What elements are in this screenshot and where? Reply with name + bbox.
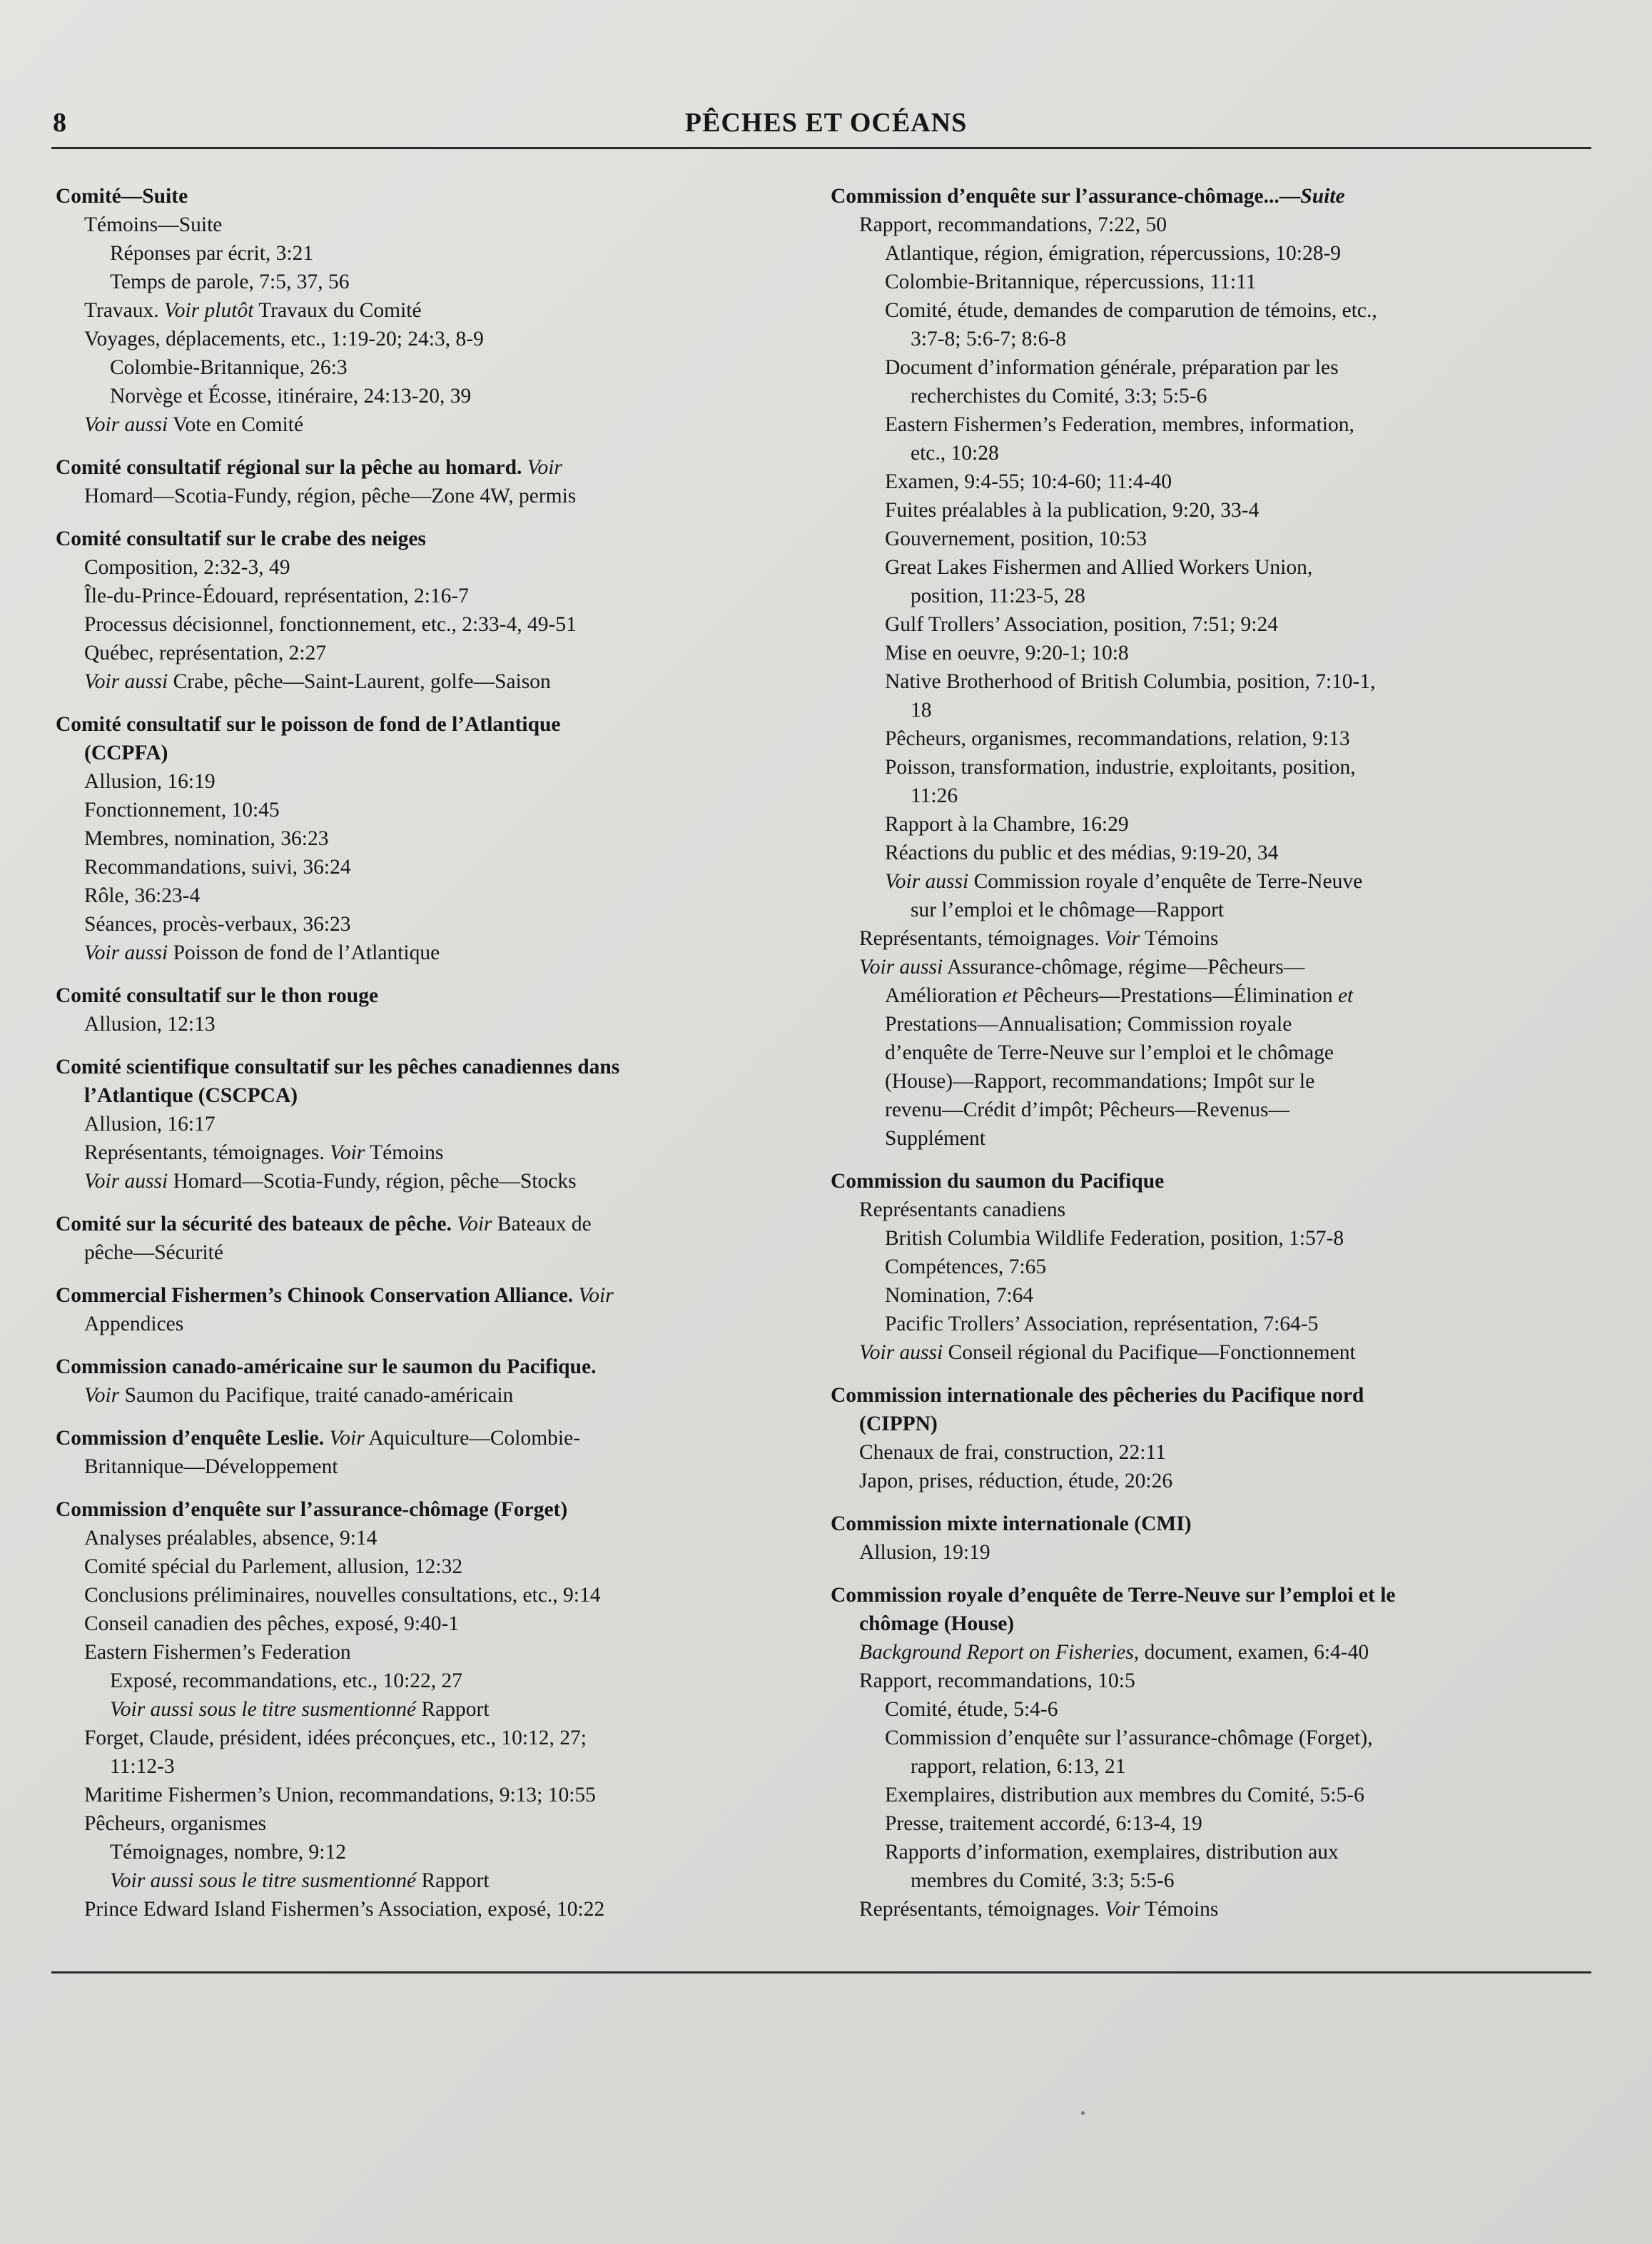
left-column <box>56 182 798 1938</box>
subentry: Composition, 2:32-3, 49 <box>84 556 290 579</box>
subentry: 3:7-8; 5:6-7; 8:6-8 <box>911 328 1066 350</box>
subentry: recherchistes du Comité, 3:3; 5:5-6 <box>911 385 1207 408</box>
subentry: Comité, étude, 5:4-6 <box>885 1698 1058 1721</box>
entry-heading: Comité consultatif sur le thon rouge <box>56 984 379 1007</box>
see-also: Prestations—Annualisation; Commission royale <box>885 1013 1292 1036</box>
subentry: Réponses par écrit, 3:21 <box>110 242 314 265</box>
subentry: Background Report on Fisheries, document, examen, 6:4-40 <box>859 1641 1369 1664</box>
see-also: Voir aussi sous le titre susmentionné Rapport <box>110 1869 490 1892</box>
subentry: Nomination, 7:64 <box>885 1284 1034 1307</box>
see-also: Supplément <box>885 1127 985 1150</box>
index-entry <box>56 981 798 1038</box>
entry-heading: Commission d’enquête sur l’assurance-chômage (Forget) <box>56 1498 568 1521</box>
subentry: Mise en oeuvre, 9:20-1; 10:8 <box>885 642 1129 664</box>
see-also: (House)—Rapport, recommandations; Impôt sur le <box>885 1070 1315 1093</box>
subentry: Gulf Trollers’ Association, position, 7:51; 9:24 <box>885 613 1278 636</box>
index-entry <box>56 525 798 696</box>
subentry: Norvège et Écosse, itinéraire, 24:13-20, 39 <box>110 385 472 408</box>
see-also: d’enquête de Terre-Neuve sur l’emploi et le chômage <box>885 1041 1334 1064</box>
subentry: Travaux. Voir plutôt Travaux du Comité <box>84 299 422 322</box>
entry-heading: Comité consultatif régional sur la pêche au homard. Voir <box>56 456 562 479</box>
index-entry <box>831 1167 1573 1367</box>
subentry: Conclusions préliminaires, nouvelles consultations, etc., 9:14 <box>84 1584 601 1607</box>
entry-heading-cont: (CCPFA) <box>84 742 168 764</box>
subentry: British Columbia Wildlife Federation, position, 1:57-8 <box>885 1227 1344 1250</box>
subentry: Forget, Claude, président, idées préconçues, etc., 10:12, 27; <box>84 1727 587 1749</box>
subentry: Voyages, déplacements, etc., 1:19-20; 24:3, 8-9 <box>84 328 484 350</box>
subentry: Prince Edward Island Fishermen’s Association, exposé, 10:22 <box>84 1898 605 1921</box>
subentry: 18 <box>911 699 932 722</box>
subentry: membres du Comité, 3:3; 5:5-6 <box>911 1869 1175 1892</box>
subentry: Gouvernement, position, 10:53 <box>885 527 1147 550</box>
subentry: Réactions du public et des médias, 9:19-20, 34 <box>885 842 1279 864</box>
subentry: Processus décisionnel, fonctionnement, etc., 2:33-4, 49-51 <box>84 613 577 636</box>
entry-heading-cont: l’Atlantique (CSCPCA) <box>84 1084 298 1107</box>
subentry: Représentants, témoignages. Voir Témoins <box>859 1898 1219 1921</box>
subentry: Exposé, recommandations, etc., 10:22, 27 <box>110 1669 463 1692</box>
subentry: Allusion, 16:17 <box>84 1113 216 1136</box>
subentry: Commission d’enquête sur l’assurance-chômage (Forget), <box>885 1727 1373 1749</box>
entry-heading: Commission internationale des pêcheries du Pacifique nord <box>831 1384 1364 1407</box>
subentry: 11:12-3 <box>110 1755 175 1778</box>
see-also: Voir aussi Vote en Comité <box>84 413 304 436</box>
subentry: Représentants, témoignages. Voir Témoins <box>84 1141 444 1164</box>
subentry: Membres, nomination, 36:23 <box>84 827 329 850</box>
page-number: 8 <box>53 108 66 138</box>
entry-heading: Commission mixte internationale (CMI) <box>831 1512 1192 1535</box>
subentry: Colombie-Britannique, répercussions, 11:11 <box>885 271 1257 293</box>
subentry: Native Brotherhood of British Columbia, position, 7:10-1, <box>885 670 1376 693</box>
subentry: Rapport, recommandations, 10:5 <box>859 1669 1135 1692</box>
subentry: Séances, procès-verbaux, 36:23 <box>84 913 351 936</box>
subentry: Rapport, recommandations, 7:22, 50 <box>859 213 1167 236</box>
index-entry <box>56 1053 798 1196</box>
subentry: Conseil canadien des pêches, exposé, 9:40-1 <box>84 1612 460 1635</box>
entry-heading: Commission royale d’enquête de Terre-Neuve sur l’emploi et le <box>831 1584 1396 1607</box>
subentry: Maritime Fishermen’s Union, recommandations, 9:13; 10:55 <box>84 1784 596 1806</box>
subentry: Comité, étude, demandes de comparution de témoins, etc., <box>885 299 1377 322</box>
index-entry <box>831 1581 1573 1924</box>
cross-reference: Britannique—Développement <box>84 1455 338 1478</box>
subentry: Colombie-Britannique, 26:3 <box>110 356 348 379</box>
subentry: Recommandations, suivi, 36:24 <box>84 856 351 879</box>
entry-heading: Comité consultatif sur le crabe des neiges <box>56 527 426 550</box>
index-entry <box>56 1495 798 1924</box>
index-entry <box>56 1353 798 1410</box>
see-also: revenu—Crédit d’impôt; Pêcheurs—Revenus— <box>885 1098 1289 1121</box>
subentry: 11:26 <box>911 784 958 807</box>
index-entry <box>56 1424 798 1481</box>
subentry: Île-du-Prince-Édouard, représentation, 2:16-7 <box>84 585 469 607</box>
index-entry <box>56 710 798 967</box>
subentry: Atlantique, région, émigration, répercussions, 10:28-9 <box>885 242 1342 265</box>
see-also: Amélioration et Pêcheurs—Prestations—Élimination et <box>885 984 1354 1007</box>
subentry: Allusion, 19:19 <box>859 1541 990 1564</box>
index-entry <box>56 1210 798 1267</box>
subentry: etc., 10:28 <box>911 442 999 465</box>
cross-reference: Appendices <box>84 1313 184 1335</box>
entry-heading: Commission du saumon du Pacifique <box>831 1170 1165 1193</box>
subentry: Presse, traitement accordé, 6:13-4, 19 <box>885 1812 1202 1835</box>
index-entry <box>56 1281 798 1338</box>
subentry: Représentants, témoignages. Voir Témoins <box>859 927 1219 950</box>
subentry: Poisson, transformation, industrie, exploitants, position, <box>885 756 1356 779</box>
entry-heading: Commission d’enquête sur l’assurance-chômage...—Suite <box>831 185 1345 208</box>
cross-reference: pêche—Sécurité <box>84 1241 223 1264</box>
entry-heading-cont: (CIPPN) <box>859 1412 938 1435</box>
entry-heading-cont: chômage (House) <box>859 1612 1015 1635</box>
subentry: Eastern Fishermen’s Federation <box>84 1641 351 1664</box>
entry-heading: Comité consultatif sur le poisson de fond de l’Atlantique <box>56 713 561 736</box>
subentry: Fuites préalables à la publication, 9:20, 33-4 <box>885 499 1260 522</box>
cross-reference: Voir Saumon du Pacifique, traité canado-américain <box>84 1384 514 1407</box>
subentry: Chenaux de frai, construction, 22:11 <box>859 1441 1166 1464</box>
see-also: Voir aussi Assurance-chômage, régime—Pêcheurs— <box>859 956 1305 979</box>
see-also: Voir aussi sous le titre susmentionné Rapport <box>110 1698 490 1721</box>
see-also: Voir aussi Poisson de fond de l’Atlantique <box>84 941 440 964</box>
subentry: Représentants canadiens <box>859 1198 1066 1221</box>
paper-speck <box>1081 2111 1085 2115</box>
subentry: Document d’information générale, préparation par les <box>885 356 1339 379</box>
entry-heading: Comité—Suite <box>56 185 188 208</box>
entry-heading: Comité scientifique consultatif sur les pêches canadiennes dans <box>56 1056 620 1078</box>
subentry: Rôle, 36:23-4 <box>84 884 201 907</box>
subentry: Fonctionnement, 10:45 <box>84 799 280 822</box>
subentry: Great Lakes Fishermen and Allied Workers Union, <box>885 556 1313 579</box>
subentry: Examen, 9:4-55; 10:4-60; 11:4-40 <box>885 470 1172 493</box>
entry-heading: Comité sur la sécurité des bateaux de pêche. Voir Bateaux de <box>56 1213 592 1235</box>
subentry: Japon, prises, réduction, étude, 20:26 <box>859 1470 1173 1492</box>
running-title: PÊCHES ET OCÉANS <box>684 108 968 138</box>
subentry: Québec, représentation, 2:27 <box>84 642 327 664</box>
subentry: Pêcheurs, organismes, recommandations, relation, 9:13 <box>885 727 1350 750</box>
index-entry <box>831 1381 1573 1495</box>
see-also: Voir aussi Conseil régional du Pacifique—Fonctionnement <box>859 1341 1356 1364</box>
subentry: Témoins—Suite <box>84 213 223 236</box>
index-entry <box>56 182 798 439</box>
bottom-rule <box>51 1971 1591 1973</box>
entry-heading: Commission canado-américaine sur le saumon du Pacifique. <box>56 1355 597 1378</box>
entry-heading: Commission d’enquête Leslie. Voir Aquiculture—Colombie- <box>56 1427 581 1450</box>
cross-reference: Homard—Scotia-Fundy, région, pêche—Zone 4W, permis <box>84 485 577 507</box>
see-also: Voir aussi Commission royale d’enquête de Terre-Neuve <box>885 870 1363 893</box>
subentry: Pacific Trollers’ Association, représentation, 7:64-5 <box>885 1313 1319 1335</box>
subentry: Allusion, 12:13 <box>84 1013 216 1036</box>
subentry: Témoignages, nombre, 9:12 <box>110 1841 346 1864</box>
subentry: Compétences, 7:65 <box>885 1255 1047 1278</box>
index-entry <box>56 453 798 510</box>
right-column <box>831 182 1573 1938</box>
subentry: Eastern Fishermen’s Federation, membres, information, <box>885 413 1354 436</box>
subentry: Temps de parole, 7:5, 37, 56 <box>110 271 350 293</box>
subentry: Comité spécial du Parlement, allusion, 12:32 <box>84 1555 463 1578</box>
entry-heading: Commercial Fishermen’s Chinook Conservation Alliance. Voir <box>56 1284 614 1307</box>
subentry: rapport, relation, 6:13, 21 <box>911 1755 1126 1778</box>
subentry: Rapports d’information, exemplaires, distribution aux <box>885 1841 1339 1864</box>
see-also: Voir aussi Homard—Scotia-Fundy, région, pêche—Stocks <box>84 1170 577 1193</box>
subentry: Exemplaires, distribution aux membres du Comité, 5:5-6 <box>885 1784 1364 1806</box>
subentry: Allusion, 16:19 <box>84 770 216 793</box>
subentry: Pêcheurs, organismes <box>84 1812 267 1835</box>
see-also: sur l’emploi et le chômage—Rapport <box>911 899 1225 921</box>
index-entry <box>831 1510 1573 1567</box>
index-entry <box>831 182 1573 1153</box>
top-rule <box>51 147 1591 149</box>
see-also: Voir aussi Crabe, pêche—Saint-Laurent, golfe—Saison <box>84 670 551 693</box>
subentry: Rapport à la Chambre, 16:29 <box>885 813 1129 836</box>
subentry: Analyses préalables, absence, 9:14 <box>84 1527 377 1550</box>
subentry: position, 11:23-5, 28 <box>911 585 1085 607</box>
